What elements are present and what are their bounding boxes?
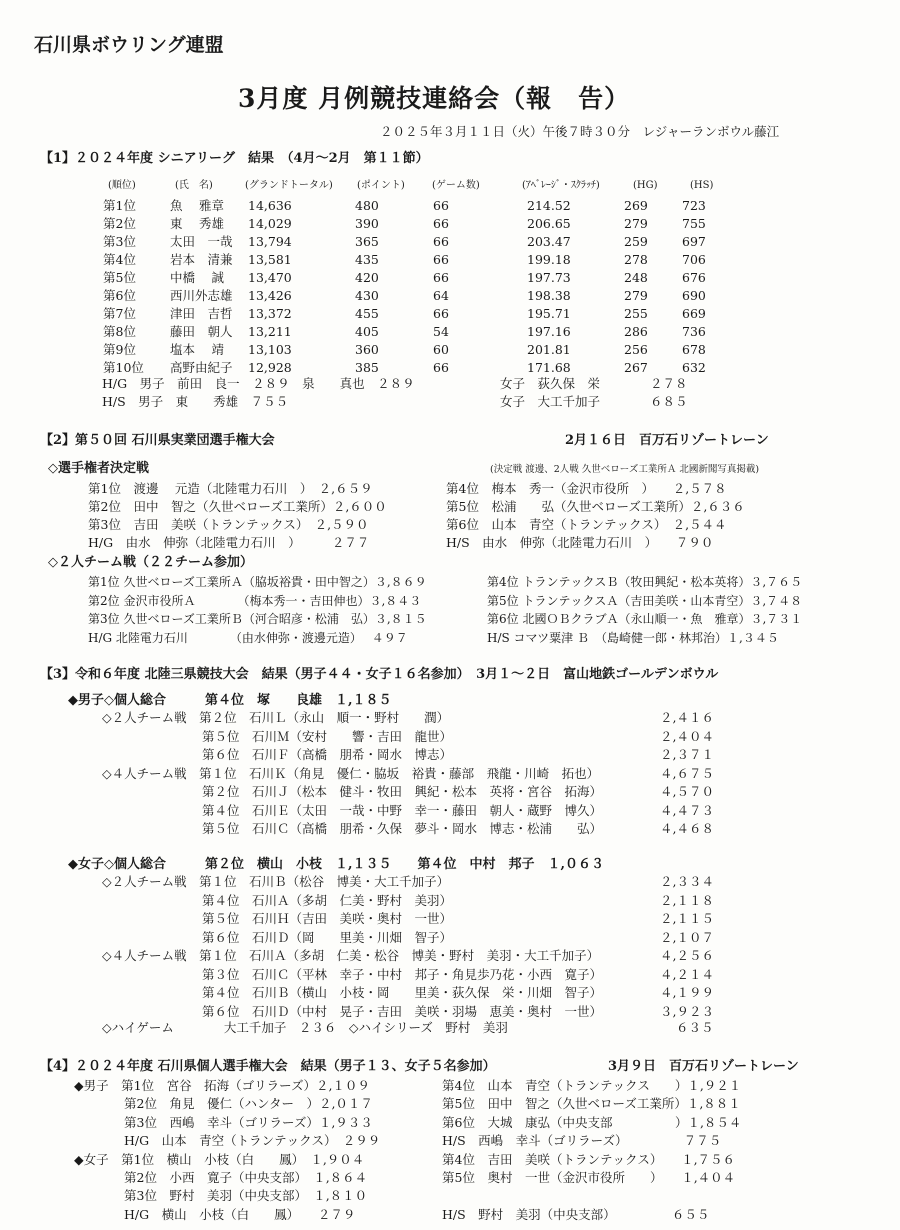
cell-games: 66 (433, 360, 449, 375)
cell-total: 13,581 (248, 252, 292, 267)
cell-average: 206.65 (527, 216, 571, 231)
cell-hs: 676 (682, 270, 706, 285)
cell-average: 197.73 (527, 270, 571, 285)
table-row (0, 288, 900, 304)
list-item: H/G 横山 小枝（白 鳳） ２７９ (74, 1206, 356, 1222)
list-item: 第６位 石川Ｄ（岡 里美・川畑 智子） (102, 929, 453, 945)
cell-total: 13,372 (248, 306, 292, 321)
list-item-score: ４,５７０ (660, 784, 714, 799)
s3-men-heading: ◆男子◇個人総合 第４位 塚 良雄 １,１８５ (68, 693, 392, 708)
list-item: 第3位 久世ベローズ工業所Ｂ（河合昭彦・松浦 弘）３,８１５ (88, 612, 427, 626)
list-item-score: ２,１１８ (660, 892, 714, 908)
cell-points: 435 (355, 252, 379, 267)
cell-hs: 697 (682, 234, 706, 249)
section-4-heading: 【4】２０２４年度 石川県個人選手権大会 結果（男子１３、女子５名参加） (40, 1059, 496, 1074)
list-item: 第３位 石川Ｃ（平林 幸子・中村 邦子・角見歩乃花・小西 寛子） (102, 966, 603, 982)
s3-women-heading: ◆女子◇個人総合 第２位 横山 小枝 １,１３５ 第４位 中村 邦子 １,０６３ (68, 857, 605, 872)
cell-games: 66 (433, 270, 449, 285)
cell-name: 藤田 朝人 (170, 324, 233, 339)
list-item: 第４位 石川Ａ（多胡 仁美・野村 美羽） (102, 892, 453, 908)
cell-rank: 第3位 (103, 234, 136, 249)
cell-total: 12,928 (248, 360, 292, 375)
cell-name: 中橋 誠 (170, 270, 224, 285)
cell-rank: 第10位 (103, 360, 144, 375)
s1-hs-men: H/S 男子 東 秀雄 ７５５ (102, 394, 289, 409)
cell-hs: 736 (682, 324, 706, 339)
section-4-date: 3月９日 百万石リゾートレーン (608, 1059, 799, 1074)
list-item: 第2位 金沢市役所Ａ （梅本秀一・吉田伸也）３,８４３ (88, 593, 422, 608)
cell-games: 60 (433, 342, 449, 357)
list-item: 第6位 北國ＯＢクラブＡ（永山順一・魚 雅章）３,７３１ (487, 612, 803, 626)
cell-hg: 279 (624, 288, 648, 303)
list-item: 第4位 山本 青空（トランテックス ）１,９２１ (442, 1078, 742, 1093)
cell-name: 西川外志雄 (170, 288, 233, 303)
cell-name: 魚 雅章 (170, 198, 224, 213)
list-item: H/S 野村 美羽（中央支部） ６５５ (442, 1206, 710, 1222)
list-item: ◆女子 第1位 横山 小枝（白 鳳） １,９０４ (74, 1151, 365, 1167)
list-item: 第2位 角見 優仁（ハンター ）２,０１７ (74, 1096, 373, 1112)
cell-games: 66 (433, 216, 449, 231)
cell-hs: 669 (682, 306, 706, 321)
cell-average: 203.47 (527, 234, 571, 249)
col-name: (氏 名) (175, 180, 213, 191)
list-item-score: ４,２５６ (660, 948, 714, 963)
col-hs: (HS) (690, 180, 714, 191)
organization-name: 石川県ボウリング連盟 (34, 34, 224, 56)
col-points: (ポイント) (357, 180, 405, 191)
cell-rank: 第5位 (103, 270, 136, 285)
cell-points: 480 (355, 198, 379, 213)
cell-points: 420 (355, 270, 379, 285)
list-item: 第4位 梅本 秀一（金沢市役所 ） ２,５７８ (446, 481, 727, 496)
cell-rank: 第2位 (103, 216, 136, 231)
cell-hs: 755 (682, 216, 706, 231)
cell-hg: 286 (624, 324, 648, 339)
list-item: ◆男子 第1位 宮谷 拓海（ゴリラーズ）２,１０９ (74, 1078, 370, 1093)
table-row (0, 234, 900, 250)
list-item: 第3位 野村 美羽（中央支部） １,８１０ (74, 1188, 368, 1204)
cell-total: 13,426 (248, 288, 292, 303)
list-item: H/S 西嶋 幸斗（ゴリラーズ） ７７５ (442, 1133, 722, 1149)
list-item: 第４位 石川Ｂ（横山 小枝・岡 里美・荻久保 栄・川畑 智子） (102, 985, 603, 1000)
section-2-sub1: ◇選手権者決定戦 (48, 461, 149, 476)
cell-average: 214.52 (527, 198, 571, 213)
section-2-note: (決定戦 渡邊、2人戦 久世ベローズ工業所Ａ 北國新聞写真掲載) (490, 464, 760, 475)
s3-high-series: ６３５ (676, 1020, 714, 1035)
cell-total: 14,029 (248, 216, 292, 231)
cell-rank: 第1位 (103, 198, 136, 213)
list-item: 第５位 石川Ｃ（高橋 朋希・久保 夢斗・岡水 博志・松浦 弘） (102, 821, 603, 836)
cell-total: 13,470 (248, 270, 292, 285)
cell-rank: 第7位 (103, 306, 136, 321)
list-item: 第3位 吉田 美咲（トランテックス） ２,５９０ (88, 517, 369, 532)
cell-points: 385 (355, 360, 379, 375)
col-rank: (順位) (108, 180, 136, 191)
cell-points: 390 (355, 216, 379, 231)
table-row (0, 342, 900, 358)
table-row (0, 216, 900, 232)
cell-rank: 第8位 (103, 324, 136, 339)
table-row (0, 306, 900, 322)
cell-hs: 632 (682, 360, 706, 375)
cell-games: 66 (433, 306, 449, 321)
cell-name: 東 秀雄 (170, 216, 224, 231)
list-item-score: ４,４７３ (660, 802, 714, 818)
col-average: (ｱﾍﾞﾚｰｼﾞ・ｽｸﾗｯﾁ) (522, 180, 600, 191)
cell-hg: 255 (624, 306, 648, 321)
list-item: 第６位 石川Ｆ（高橋 朋希・岡水 博志） (102, 747, 453, 762)
list-item: 第5位 奥村 一世（金沢市役所 ） １,４０４ (442, 1170, 736, 1185)
s1-hg-women: 女子 荻久保 栄 ２７８ (500, 376, 688, 391)
cell-points: 430 (355, 288, 379, 303)
cell-rank: 第6位 (103, 288, 136, 303)
table-row (0, 252, 900, 268)
cell-hg: 256 (624, 342, 648, 357)
meeting-info: ２０２５年３月１１日（火）午後７時３０分 レジャーランボウル藤江 (380, 124, 780, 139)
list-item: 第5位 トランテックスＡ（吉田美咲・山本青空）３,７４８ (487, 593, 803, 608)
cell-hs: 690 (682, 288, 706, 303)
cell-total: 13,794 (248, 234, 292, 249)
list-item-score: ２,３７１ (660, 747, 714, 762)
cell-average: 197.16 (527, 324, 571, 339)
list-item-score: ２,４１６ (660, 710, 714, 725)
list-item: 第5位 松浦 弘（久世ベローズ工業所）２,６３６ (446, 499, 745, 514)
list-item: 第1位 渡邊 元造（北陸電力石川 ） ２,６５９ (88, 481, 373, 496)
section-1-heading: 【1】２０２４年度 シニアリーグ 結果 （4月～2月 第１１節） (40, 151, 429, 166)
list-item: 第４位 石川Ｅ（太田 一哉・中野 幸一・藤田 朝人・蔵野 博久） (102, 802, 603, 818)
cell-name: 高野由紀子 (170, 360, 233, 375)
col-total: (グランドトータル) (245, 180, 333, 191)
cell-total: 13,211 (248, 324, 292, 339)
cell-hs: 678 (682, 342, 706, 357)
list-item: 第4位 吉田 美咲（トランテックス） １,７５６ (442, 1151, 736, 1167)
list-item: 第5位 田中 智之（久世ベローズ工業所）１,８８１ (442, 1096, 741, 1112)
cell-hg: 269 (624, 198, 648, 213)
list-item: ◇２人チーム戦 第１位 石川Ｂ（松谷 博美・大工千加子） (102, 874, 450, 889)
list-item: H/S 由水 伸弥（北陸電力石川 ） ７９０ (446, 535, 714, 550)
cell-points: 455 (355, 306, 379, 321)
cell-average: 199.18 (527, 252, 571, 267)
list-item-score: ４,６７５ (660, 765, 714, 781)
list-item: H/G 由水 伸弥（北陸電力石川 ） ２７７ (88, 535, 370, 550)
table-row (0, 360, 900, 376)
table-row (0, 324, 900, 340)
cell-rank: 第4位 (103, 252, 136, 267)
section-3-heading: 【3】令和６年度 北陸三県競技大会 結果（男子４４・女子１６名参加） 3月１～２日 富山地鉄ゴールデンボウル (40, 667, 719, 682)
cell-games: 54 (433, 324, 449, 339)
cell-rank: 第9位 (103, 342, 136, 357)
list-item: H/G 北陸電力石川 （由水伸弥・渡邊元造） ４９７ (88, 630, 408, 645)
list-item: 第6位 大城 康弘（中央支部 ）１,８５４ (442, 1114, 742, 1130)
list-item: 第4位 トランテックスＢ（牧田興紀・松本英将）３,７６５ (487, 575, 803, 589)
cell-name: 岩本 清兼 (170, 252, 233, 267)
cell-games: 66 (433, 198, 449, 213)
list-item-score: ４,１９９ (660, 985, 714, 1000)
list-item-score: ２,３３４ (660, 874, 714, 889)
cell-total: 13,103 (248, 342, 292, 357)
list-item: ◇４人チーム戦 第１位 石川Ｋ（角見 優仁・脇坂 裕貴・藤部 飛龍・川崎 拓也） (102, 765, 600, 781)
table-row (0, 198, 900, 214)
list-item: 第２位 石川Ｊ（松本 健斗・牧田 興紀・松本 英将・宮谷 拓海） (102, 784, 603, 799)
cell-points: 365 (355, 234, 379, 249)
list-item-score: ２,１０７ (660, 929, 714, 945)
cell-hg: 279 (624, 216, 648, 231)
col-games: (ゲーム数) (432, 180, 480, 191)
list-item-score: ４,２１４ (660, 966, 714, 982)
list-item-score: ２,１１５ (660, 911, 714, 926)
cell-points: 405 (355, 324, 379, 339)
cell-average: 198.38 (527, 288, 571, 303)
cell-average: 171.68 (527, 360, 571, 375)
cell-hg: 248 (624, 270, 648, 285)
cell-average: 195.71 (527, 306, 571, 321)
list-item: ◇２人チーム戦 第２位 石川Ｌ（永山 順一・野村 潤） (102, 710, 450, 725)
s1-hg-men: H/G 男子 前田 良一 ２８９ 泉 真也 ２８９ (102, 376, 415, 391)
list-item: 第2位 小西 寛子（中央支部） １,８６４ (74, 1170, 368, 1185)
cell-hg: 267 (624, 360, 648, 375)
list-item: 第５位 石川Ｈ（吉田 美咲・奥村 一世） (102, 911, 453, 926)
cell-points: 360 (355, 342, 379, 357)
section-2-sub2: ◇２人チーム戦（２２チーム参加） (48, 555, 253, 570)
table-row (0, 270, 900, 286)
cell-total: 14,636 (248, 198, 292, 213)
cell-games: 66 (433, 252, 449, 267)
cell-name: 太田 一哉 (170, 234, 233, 249)
section-1-column-headers (0, 178, 900, 194)
cell-hs: 706 (682, 252, 706, 267)
list-item: 第６位 石川Ｄ（中村 晃子・吉田 美咲・羽場 恵美・奥村 一世） (102, 1003, 603, 1019)
list-item-score: ３,９２３ (660, 1003, 714, 1019)
list-item-score: ２,４０４ (660, 728, 714, 744)
s3-high-game: ◇ハイゲーム 大工千加子 ２３６ ◇ハイシリーズ 野村 美羽 (102, 1020, 508, 1035)
cell-name: 塩本 靖 (170, 342, 224, 357)
list-item: H/S コマツ粟津 Ｂ （島崎健一郎・林邦治）１,３４５ (487, 630, 779, 645)
col-hg: (HG) (633, 180, 658, 191)
cell-hs: 723 (682, 198, 706, 213)
section-2-date: 2月１６日 百万石リゾートレーン (565, 433, 769, 448)
cell-games: 66 (433, 234, 449, 249)
list-item: 第1位 久世ベローズ工業所Ａ（脇坂裕貴・田中智之）３,８６９ (88, 575, 427, 589)
cell-name: 津田 吉哲 (170, 306, 233, 321)
section-2-heading: 【2】第５０回 石川県実業団選手権大会 (40, 433, 275, 448)
s1-hs-women: 女子 大工千加子 ６８５ (500, 394, 688, 409)
page-title: 3月度 月例競技連絡会（報 告） (238, 84, 631, 113)
cell-hg: 259 (624, 234, 648, 249)
cell-games: 64 (433, 288, 449, 303)
list-item: 第6位 山本 青空（トランテックス） ２,５４４ (446, 517, 727, 532)
list-item: ◇４人チーム戦 第１位 石川Ａ（多胡 仁美・松谷 博美・野村 美羽・大工千加子） (102, 948, 600, 963)
list-item: 第2位 田中 智之（久世ベローズ工業所）２,６００ (88, 499, 387, 514)
cell-average: 201.81 (527, 342, 571, 357)
cell-hg: 278 (624, 252, 648, 267)
list-item: 第3位 西嶋 幸斗（ゴリラーズ）１,９３３ (74, 1114, 373, 1130)
list-item: 第５位 石川Ｍ（安村 響・吉田 龍世） (102, 728, 453, 744)
list-item: H/G 山本 青空（トランテックス） ２９９ (74, 1133, 381, 1149)
list-item-score: ４,４６８ (660, 821, 714, 836)
